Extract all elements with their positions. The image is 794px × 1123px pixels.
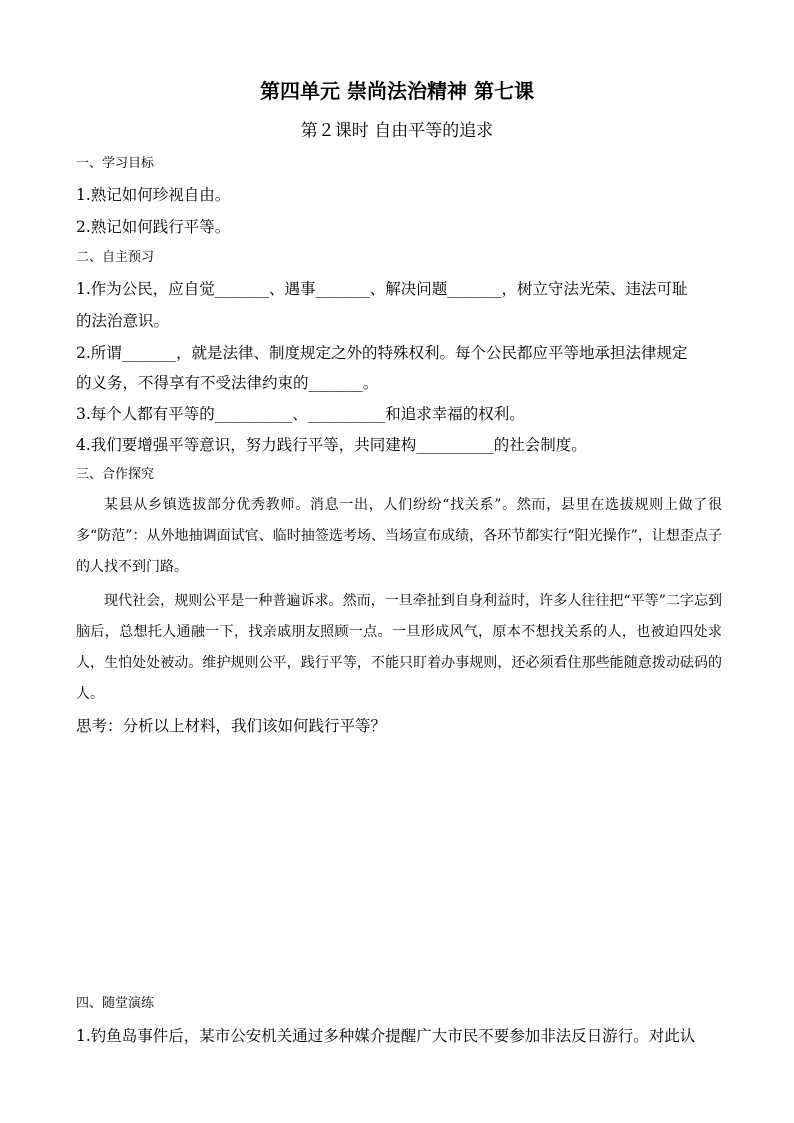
preview-q2-line1: 2.所谓_______，就是法律、制度规定之外的特殊权利。每个公民都应平等地承担法律规定 <box>76 344 688 362</box>
preview-q1-line1: 1.作为公民，应自觉_______、遇事_______、解决问题_______，树立守法光荣、违法可耻 <box>76 280 688 298</box>
preview-q4: 4.我们要增强平等意识，努力践行平等，共同建构__________的社会制度。 <box>76 436 587 454</box>
material-paragraph-2: 现代社会，规则公平是一种普遍诉求。然而，一旦牵扯到自身利益时，许多人往往把“平等”二字忘到脑后，总想托人通融一下，找亲戚朋友照顾一点。一旦形成风气，原本不想找关系的人，也被迫四处求人，生怕处处被动。维护规则公平，践行平等，不能只盯着办事规则，还必须看住那些能随意拨动砝码的人。 <box>76 593 722 702</box>
goal-item-1: 1.熟记如何珍视自由。 <box>76 186 231 204</box>
preview-q3: 3.每个人都有平等的__________、__________和追求幸福的权利。 <box>76 405 525 423</box>
goal-item-2: 2.熟记如何践行平等。 <box>76 218 231 236</box>
section-heading-goals: 一、学习目标 <box>76 156 155 171</box>
section-heading-preview: 二、自主预习 <box>76 250 155 265</box>
practice-q1-line1: 1.钓鱼岛事件后，某市公安机关通过多种媒介提醒广大市民不要参加非法反日游行。对此认 <box>76 1027 696 1045</box>
page-title: 第四单元 崇尚法治精神 第七课 <box>260 79 534 103</box>
thinking-question: 思考：分析以上材料，我们该如何践行平等？ <box>76 717 387 735</box>
page-subtitle: 第２课时 自由平等的追求 <box>300 121 494 141</box>
preview-q1-line2: 的法治意识。 <box>76 312 170 330</box>
section-heading-practice: 四、随堂演练 <box>76 996 155 1011</box>
preview-q2-line2: 的义务，不得享有不受法律约束的_______。 <box>76 374 379 392</box>
section-heading-explore: 三、合作探究 <box>76 467 155 482</box>
material-paragraph-1: 某县从乡镇选拔部分优秀教师。消息一出，人们纷纷“找关系”。然而，县里在选拔规则上做了很多“防范”：从外地抽调面试官、临时抽签选考场、当场宣布成绩，各环节都实行“阳光操作”，让想歪点子的人找不到门路。 <box>76 497 722 575</box>
